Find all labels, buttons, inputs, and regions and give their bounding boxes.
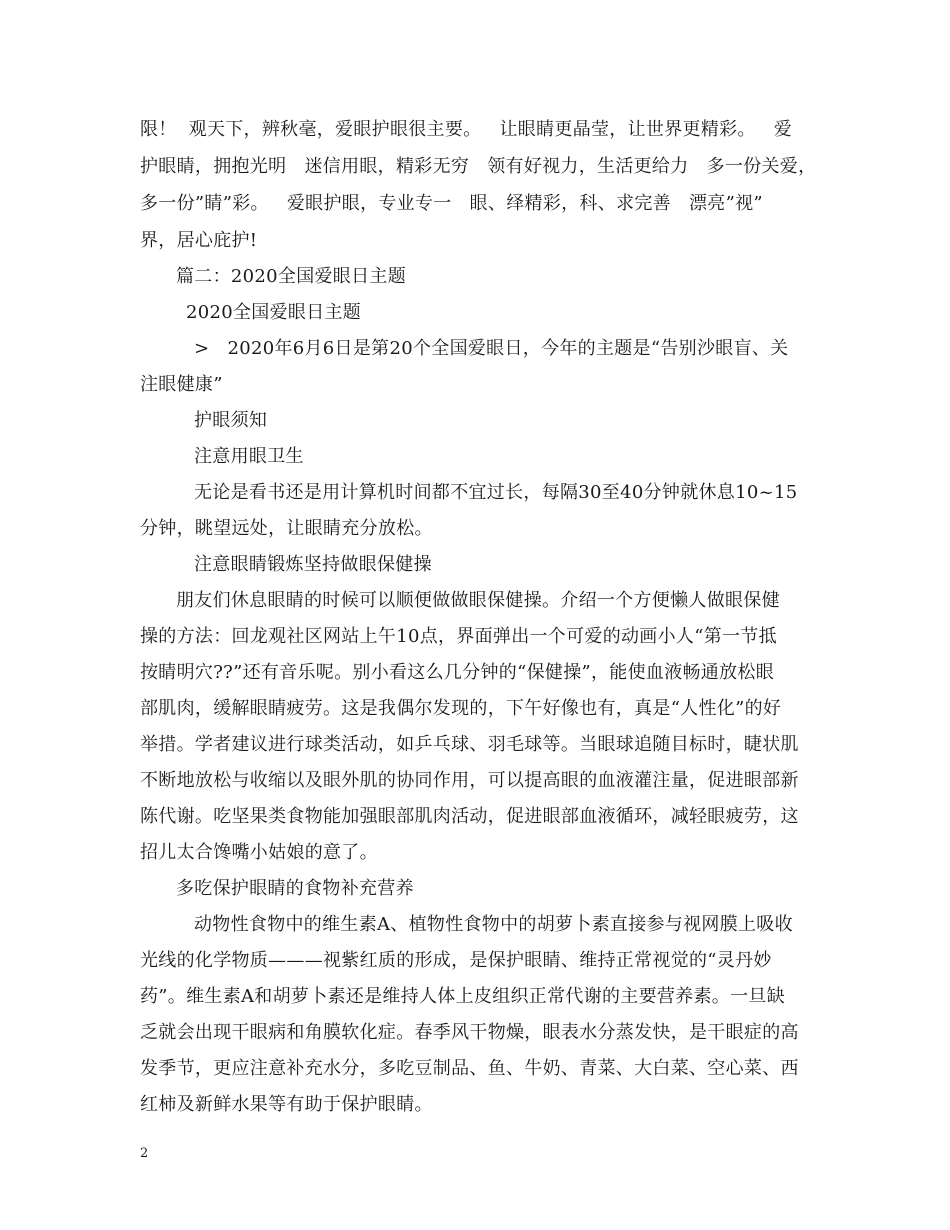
text-line: > 2020年6月6日是第20个全国爱眼日，今年的主题是“告别沙眼盲、关	[194, 338, 789, 359]
text-line: 动物性食物中的维生素A、植物性食物中的胡萝卜素直接参与视网膜上吸收	[194, 914, 793, 935]
article-title: 2020全国爱眼日主题	[186, 302, 362, 323]
text-line: 朋友们休息眼睛的时候可以顺便做做眼保健操。介绍一个方便懒人做眼保健	[176, 590, 780, 611]
text-line: 护眼睛，拥抱光明 迷信用眼，精彩无穷 领有好视力，生活更给力 多一份关爱，	[140, 156, 817, 177]
text-line: 分钟，眺望远处，让眼睛充分放松。	[140, 518, 433, 539]
text-line: 按睛明穴??”还有音乐呢。别小看这么几分钟的“保健操”，能使血液畅通放松眼	[140, 662, 775, 683]
text-line: 光线的化学物质———视紫红质的形成，是保护眼睛、维持正常视觉的“灵丹妙	[140, 950, 772, 971]
subheading: 多吃保护眼睛的食物补充营养	[176, 878, 414, 899]
subheading: 注意眼睛锻炼坚持做眼保健操	[194, 554, 432, 575]
text-line: 乏就会出现干眼病和角膜软化症。春季风干物燥，眼表水分蒸发快，是干眼症的高	[140, 1022, 799, 1043]
text-line: 无论是看书还是用计算机时间都不宜过长，每隔30至40分钟就休息10~15	[194, 482, 798, 503]
text-line: 限！ 观天下，辨秋毫，爱眼护眼很主要。 让眼睛更晶莹，让世界更精彩。 爱	[140, 119, 793, 140]
text-line: 多一份”睛”彩。 爱眼护眼，专业专一 眼、绎精彩，科、求完善 漂亮”视”	[140, 193, 763, 214]
section-heading: 篇二：2020全国爱眼日主题	[176, 266, 407, 287]
text-line: 操的方法：回龙观社区网站上午10点，界面弹出一个可爱的动画小人“第一节抵	[140, 626, 777, 647]
subheading: 注意用眼卫生	[194, 446, 304, 467]
text-line: 举措。学者建议进行球类活动，如乒乓球、羽毛球等。当眼球追随目标时，睫状肌	[140, 734, 799, 755]
text-line: 陈代谢。吃坚果类食物能加强眼部肌肉活动，促进眼部血液循环，减轻眼疲劳，这	[140, 806, 799, 827]
text-line: 红柿及新鲜水果等有助于保护眼睛。	[140, 1094, 433, 1115]
page-number: 2	[140, 1146, 149, 1161]
text-line: 界，居心庇护!	[140, 230, 258, 251]
text-line: 发季节，更应注意补充水分，多吃豆制品、鱼、牛奶、青菜、大白菜、空心菜、西	[140, 1058, 799, 1079]
text-line: 部肌肉，缓解眼睛疲劳。这是我偶尔发现的，下午好像也有，真是“人性化”的好	[140, 698, 782, 719]
text-line: 药”。维生素A和胡萝卜素还是维持人体上皮组织正常代谢的主要营养素。一旦缺	[140, 986, 785, 1007]
subheading: 护眼须知	[194, 410, 268, 431]
text-line: 注眼健康”	[140, 374, 223, 395]
text-line: 不断地放松与收缩以及眼外肌的协同作用，可以提高眼的血液灌注量，促进眼部新	[140, 770, 799, 791]
text-line: 招儿太合馋嘴小姑娘的意了。	[140, 842, 378, 863]
